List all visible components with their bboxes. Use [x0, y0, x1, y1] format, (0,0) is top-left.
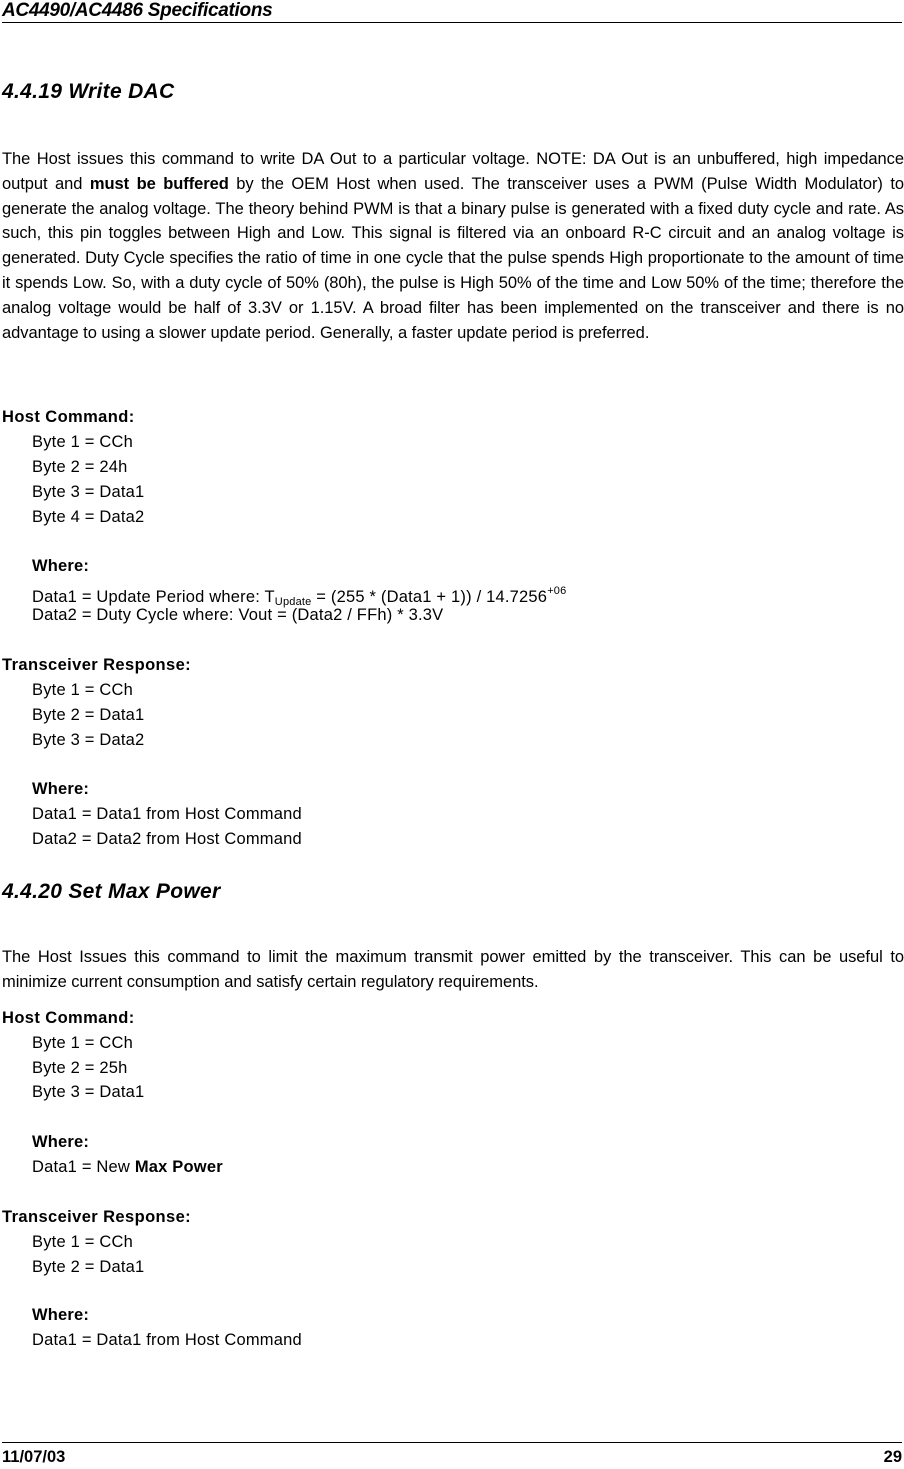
- formula-subscript: Update: [274, 596, 312, 608]
- where-label: Where:: [32, 1133, 90, 1151]
- transceiver-response-label: Transceiver Response:: [2, 656, 192, 674]
- transceiver-response-label: Transceiver Response:: [2, 1208, 192, 1226]
- section-heading-write-dac: 4.4.19 Write DAC: [2, 80, 175, 103]
- formula-text-2: = (255 * (Data1 + 1)) / 14.7256: [311, 588, 548, 606]
- host-byte-2: Byte 2 = 25h: [32, 1059, 128, 1077]
- host-byte-1: Byte 1 = CCh: [32, 1034, 133, 1052]
- host-byte-3: Byte 3 = Data1: [32, 483, 145, 501]
- description-text-2: by the OEM Host when used. The transceiver uses a PWM (Pulse Width Modulator) to generate the analog voltage. The theory behind PWM is that a binary pulse is generated with a fixed duty cycle and rate. As such, this pin toggles between High and Low. This signal is filtered via an onboard R-C circuit and an analog voltage is generated. Duty Cycle specifies the ratio of time in one cycle that the pulse spends High proportionate to the amount of time it spends Low. So, with a duty cycle of 50% (80h), the pulse is High 50% of the time and Low 50% of the time; therefore the analog voltage would be half of 3.3V or 1.15V. A broad filter has been implemented on the transceiver and there is no advantage to using a slower update period. Generally, a faster update period is preferred.: [2, 174, 904, 342]
- formula-text: Data1 = Update Period where: T: [32, 588, 275, 606]
- set-max-power-description: The Host Issues this command to limit the maximum transmit power emitted by the transceiver. This can be useful to minimize current consumption and satisfy certain regulatory requirements.: [2, 948, 904, 991]
- where-label: Where:: [32, 557, 90, 575]
- description-emphasis: must be buffered: [89, 174, 229, 193]
- response-where-2: Data2 = Data2 from Host Command: [32, 830, 302, 848]
- description-text-1: The Host issues this command to write DA Out to a particular voltage. NOTE: DA Out is an unbuffered, high impedance output and: [2, 150, 904, 193]
- running-header: [2, 0, 902, 23]
- response-where-1: Data1 = Data1 from Host Command: [32, 1331, 302, 1349]
- footer-date: 11/07/03: [2, 1448, 66, 1466]
- response-byte-2: Byte 2 = Data1: [32, 1258, 145, 1276]
- where-data1-max-power: [32, 1155, 223, 1180]
- document-title: AC4490/AC4486 Specifications: [2, 0, 273, 21]
- host-byte-4: Byte 4 = Data2: [32, 508, 145, 526]
- host-byte-1: Byte 1 = CCh: [32, 433, 133, 451]
- host-byte-3: Byte 3 = Data1: [32, 1083, 145, 1101]
- page-footer: [2, 1442, 902, 1467]
- response-byte-2: Byte 2 = Data1: [32, 706, 145, 724]
- host-command-label: Host Command:: [2, 1009, 135, 1027]
- host-byte-2: Byte 2 = 24h: [32, 458, 128, 476]
- response-byte-1: Byte 1 = CCh: [32, 1233, 133, 1251]
- host-command-label: Host Command:: [2, 408, 135, 426]
- where-text: Data1 = New: [32, 1158, 135, 1176]
- page-number: 29: [883, 1448, 902, 1466]
- response-where-1: Data1 = Data1 from Host Command: [32, 805, 302, 823]
- response-byte-3: Byte 3 = Data2: [32, 731, 145, 749]
- write-dac-description: [2, 147, 904, 345]
- formula-superscript: +06: [547, 585, 567, 597]
- response-where-label: Where:: [32, 1306, 90, 1324]
- max-power-term: Max Power: [134, 1158, 223, 1176]
- where-data2-formula: Data2 = Duty Cycle where: Vout = (Data2 / FFh) * 3.3V: [32, 606, 444, 624]
- response-byte-1: Byte 1 = CCh: [32, 681, 133, 699]
- response-where-label: Where:: [32, 780, 90, 798]
- section-heading-set-max-power: 4.4.20 Set Max Power: [2, 880, 221, 903]
